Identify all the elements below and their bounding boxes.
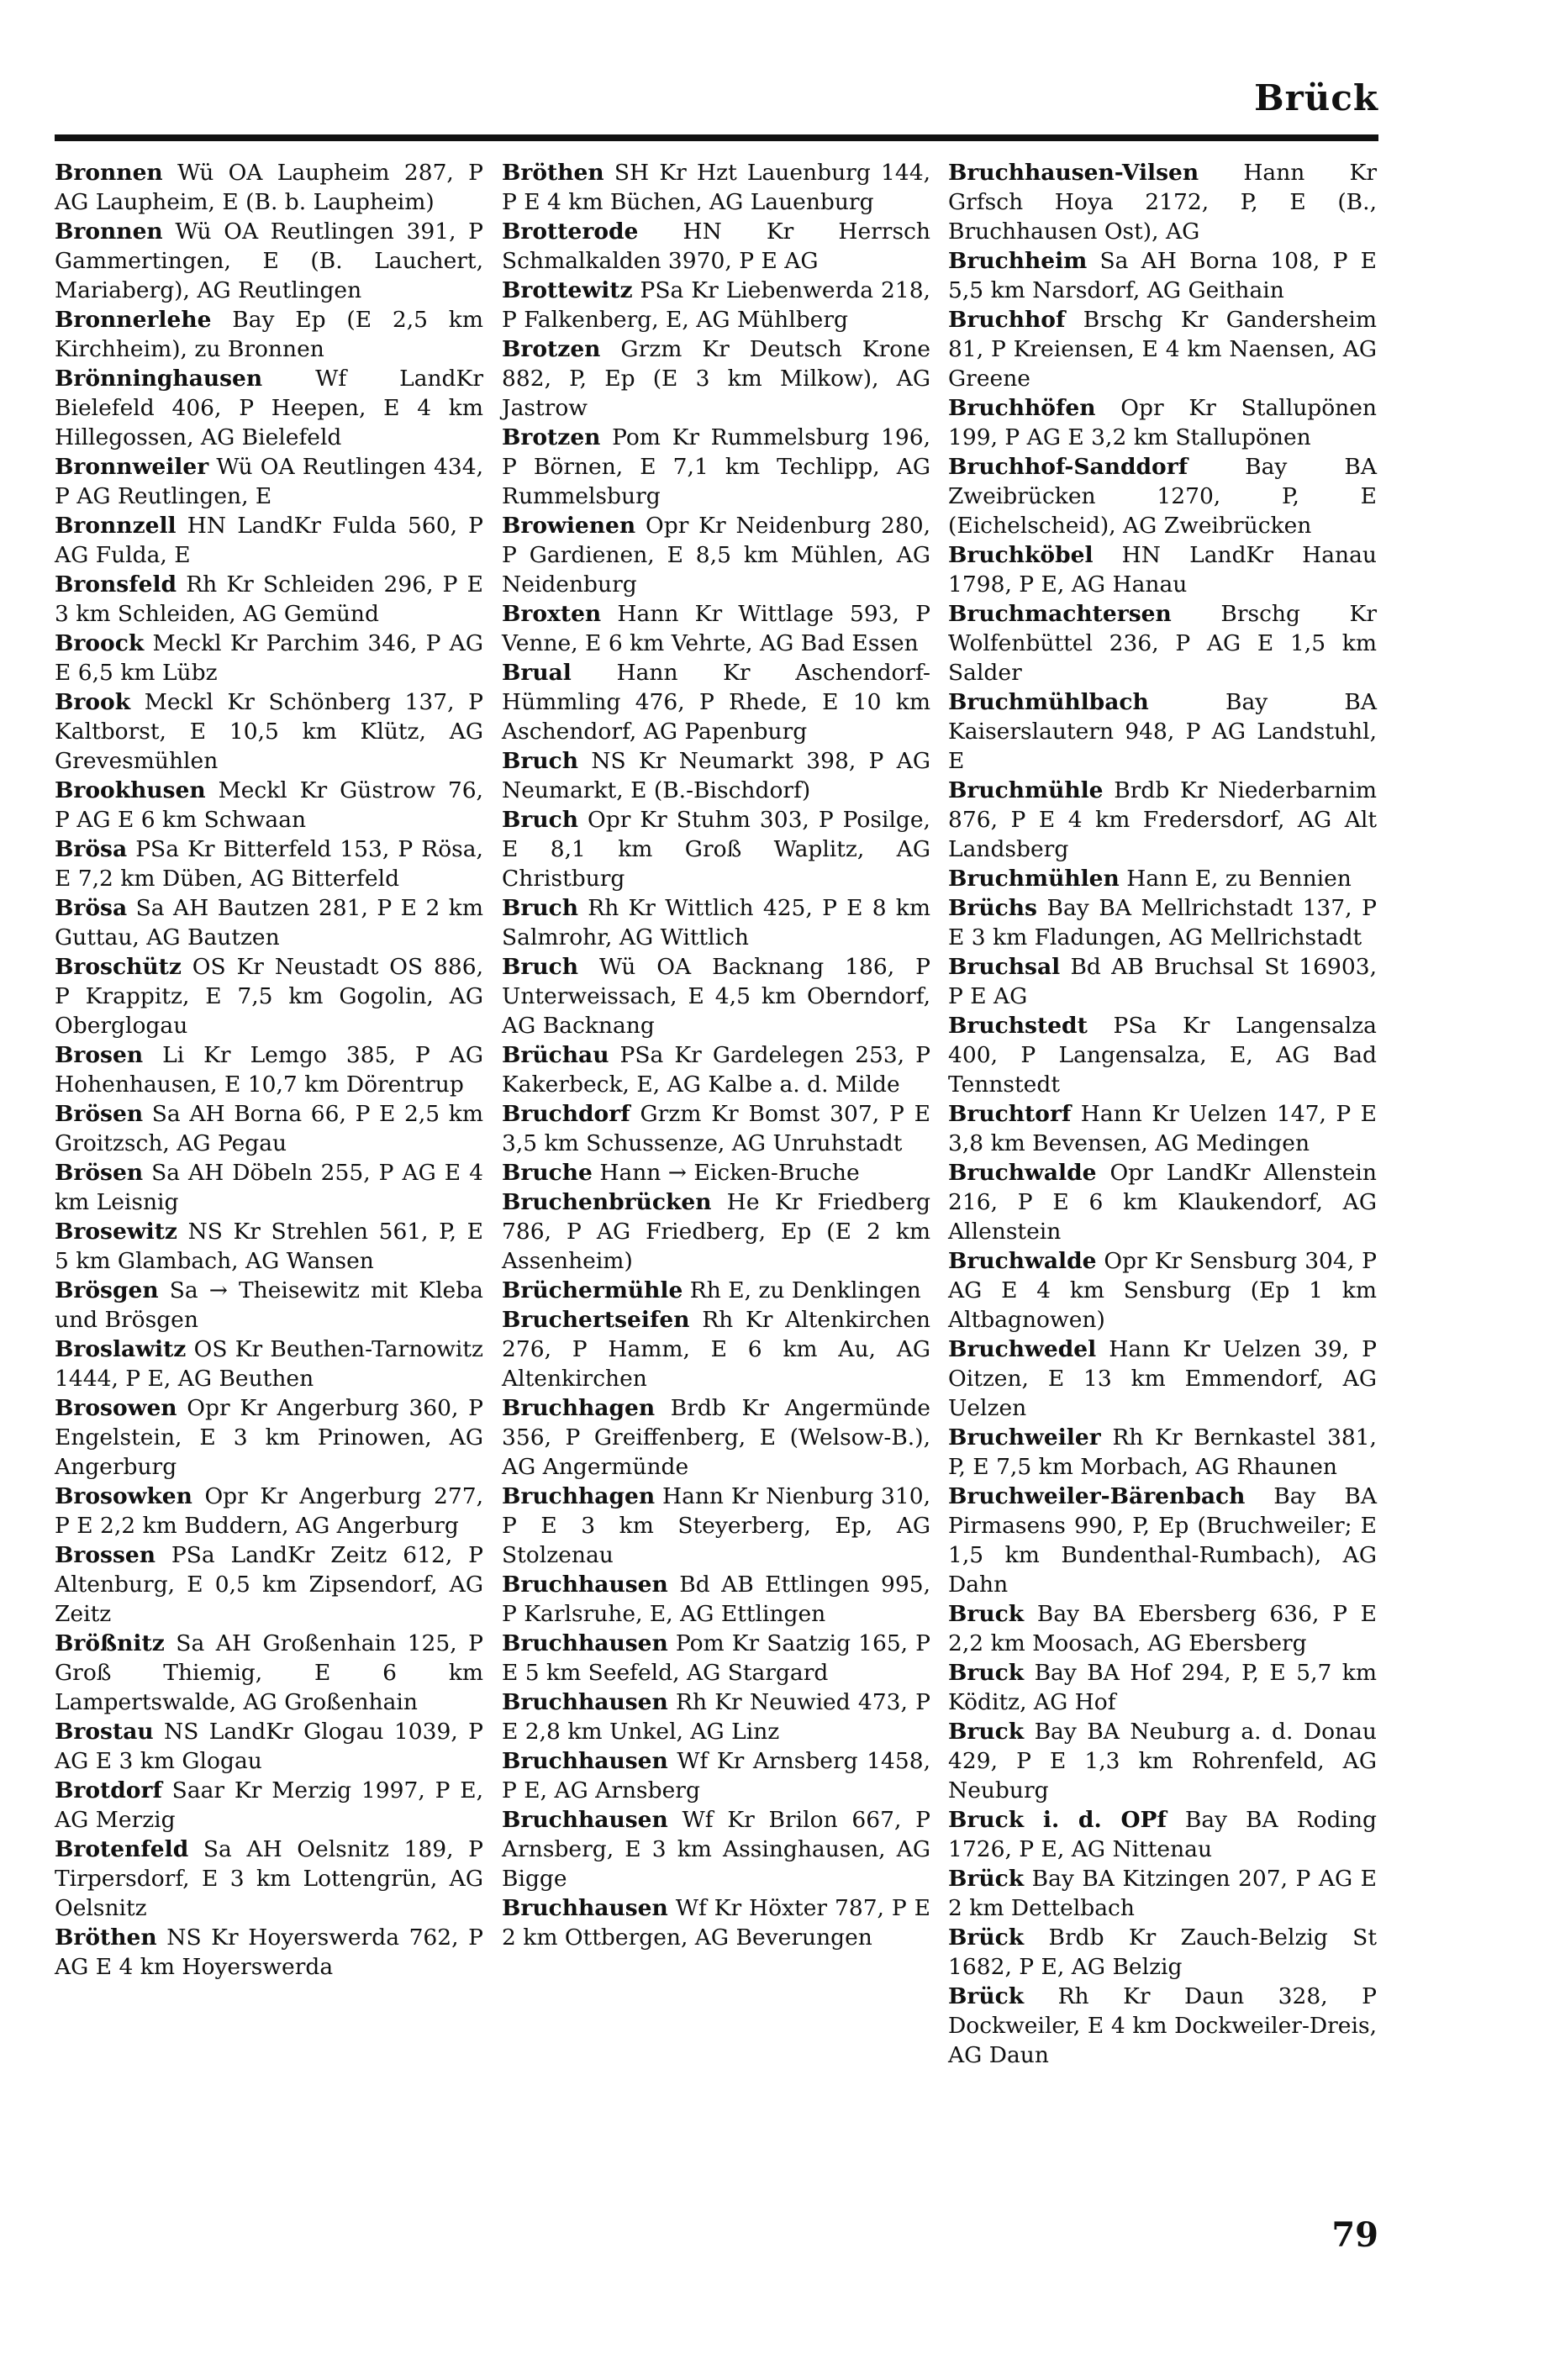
- entry-headword: Bronnen: [55, 160, 163, 186]
- gazetteer-entry: [502, 746, 930, 805]
- entry-headword: Bruck: [948, 1719, 1025, 1745]
- entry-text: Saar Kr Merzig 1997, P E, AG Merzig: [55, 1777, 483, 1833]
- entry-text: Opr Kr Stallupönen 199, P AG E 3,2 km Stallupönen: [948, 395, 1377, 450]
- entry-text: Wü OA Laupheim 287, P AG Laupheim, E (B. b. Laupheim): [55, 160, 483, 215]
- entry-headword: Bruchwedel: [948, 1336, 1097, 1362]
- entry-text: Rh Kr Bernkastel 381, P, E 7,5 km Morbach, AG Rhaunen: [948, 1424, 1377, 1480]
- gazetteer-entry: [948, 1099, 1377, 1158]
- entry-headword: Bruchmühle: [948, 777, 1104, 803]
- entry-headword: Broxten: [502, 601, 602, 627]
- gazetteer-entry: [55, 1540, 483, 1629]
- entry-text: Brdb Kr Angermünde 356, P Greiffenberg, E (Welsow-B.), AG Angermünde: [502, 1395, 930, 1480]
- entry-headword: Bröthen: [55, 1925, 157, 1951]
- gazetteer-entry: [502, 1099, 930, 1158]
- entry-headword: Bruchhöfen: [948, 395, 1096, 421]
- entry-text: Bd AB Ettlingen 995, P Karlsruhe, E, AG Ettlingen: [502, 1572, 930, 1627]
- gazetteer-entry: [502, 1688, 930, 1746]
- entry-headword: Brönninghausen: [55, 366, 263, 392]
- entry-text: Pom Kr Rummelsburg 196, P Börnen, E 7,1 km Techlipp, AG Rummelsburg: [502, 424, 930, 509]
- entry-text: Rh Kr Wittlich 425, P E 8 km Salmrohr, AG Wittlich: [502, 895, 930, 950]
- entry-text: Meckl Kr Schönberg 137, P Kaltborst, E 10,5 km Klütz, AG Grevesmühlen: [55, 689, 483, 774]
- gazetteer-entry: [948, 687, 1377, 776]
- entry-headword: Brookhusen: [55, 777, 206, 803]
- entry-headword: Brual: [502, 660, 572, 686]
- gazetteer-entry: [948, 1658, 1377, 1717]
- entry-headword: Bruchweiler-Bärenbach: [948, 1483, 1246, 1509]
- entry-text: Rh Kr Neuwied 473, P E 2,8 km Unkel, AG Linz: [502, 1689, 930, 1745]
- gazetteer-entry: [502, 217, 930, 276]
- gazetteer-entry: [502, 1629, 930, 1688]
- entry-headword: Bruchwalde: [948, 1160, 1097, 1186]
- gazetteer-entry: [502, 599, 930, 658]
- entry-text: Opr Kr Angerburg 360, P Engelstein, E 3 km Prinowen, AG Angerburg: [55, 1395, 483, 1480]
- gazetteer-entry: [55, 217, 483, 305]
- entry-text: Bay BA Kaiserslautern 948, P AG Landstuhl, E: [948, 689, 1377, 774]
- entry-text: Opr Kr Sensburg 304, P AG E 4 km Sensburg (Ep 1 km Altbagnowen): [948, 1248, 1377, 1333]
- gazetteer-entry: [55, 952, 483, 1040]
- entry-text: Bd AB Bruchsal St 16903, P E AG: [948, 954, 1377, 1009]
- gazetteer-entry: [948, 952, 1377, 1011]
- gazetteer-entry: [948, 158, 1377, 246]
- entry-text: Sa AH Borna 108, P E 5,5 km Narsdorf, AG Geithain: [948, 248, 1377, 303]
- entry-text: Opr Kr Neidenburg 280, P Gardienen, E 8,5 km Mühlen, AG Neidenburg: [502, 513, 930, 598]
- entry-text: Meckl Kr Güstrow 76, P AG E 6 km Schwaan: [55, 777, 483, 833]
- gazetteer-entry: [948, 246, 1377, 305]
- entry-text: PSa Kr Liebenwerda 218, P Falkenberg, E, AG Mühlberg: [502, 277, 930, 333]
- entry-text: Bay BA Ebersberg 636, P E 2,2 km Moosach, AG Ebersberg: [948, 1601, 1377, 1656]
- entry-headword: Brück: [948, 1925, 1025, 1951]
- entry-headword: Bruchhausen-Vilsen: [948, 160, 1199, 186]
- gazetteer-entry: [948, 1599, 1377, 1658]
- entry-text: Brdb Kr Niederbarnim 876, P E 4 km Fredersdorf, AG Alt Landsberg: [948, 777, 1377, 862]
- entry-headword: Brösen: [55, 1101, 144, 1127]
- entry-text: Sa AH Bautzen 281, P E 2 km Guttau, AG Bautzen: [55, 895, 483, 950]
- entry-headword: Brösgen: [55, 1277, 159, 1303]
- entry-text: NS Kr Neumarkt 398, P AG Neumarkt, E (B.-Bischdorf): [502, 748, 930, 803]
- gazetteer-entry: [55, 1335, 483, 1393]
- entry-headword: Browienen: [502, 513, 636, 539]
- entry-text: Rh Kr Schleiden 296, P E 3 km Schleiden, AG Gemünd: [55, 571, 483, 627]
- entry-headword: Bruchhagen: [502, 1483, 656, 1509]
- entry-text: PSa Kr Langensalza 400, P Langensalza, E, AG Bad Tennstedt: [948, 1013, 1377, 1098]
- entry-text: Bay BA Kitzingen 207, P AG E 2 km Dettelbach: [948, 1866, 1377, 1921]
- entry-headword: Bruchweiler: [948, 1424, 1101, 1451]
- entry-text: Wü OA Reutlingen 391, P Gammertingen, E (B. Lauchert, Mariaberg), AG Reutlingen: [55, 219, 483, 303]
- gazetteer-entry: [55, 158, 483, 217]
- gazetteer-entry: [948, 1246, 1377, 1335]
- entry-headword: Brösa: [55, 836, 128, 862]
- entry-headword: Brossen: [55, 1542, 156, 1568]
- entry-headword: Brotdorf: [55, 1777, 162, 1803]
- entry-headword: Brosen: [55, 1042, 144, 1068]
- gazetteer-entry: [55, 1717, 483, 1776]
- gazetteer-entry: [55, 1776, 483, 1835]
- gazetteer-entry: [948, 893, 1377, 952]
- gazetteer-entry: [55, 835, 483, 893]
- entry-headword: Bruchstedt: [948, 1013, 1088, 1039]
- entry-headword: Brück: [948, 1983, 1025, 2009]
- entry-headword: Bruck: [948, 1660, 1025, 1686]
- gazetteer-entry: [55, 1276, 483, 1335]
- gazetteer-entry: [502, 276, 930, 334]
- entry-text: OS Kr Beuthen-Tarnowitz 1444, P E, AG Beuthen: [55, 1336, 483, 1392]
- gazetteer-entry: [55, 1482, 483, 1540]
- entry-text: Rh Kr Daun 328, P Dockweiler, E 4 km Dockweiler-Dreis, AG Daun: [948, 1983, 1377, 2068]
- entry-headword: Bruchsal: [948, 954, 1061, 980]
- entry-text: SH Kr Hzt Lauenburg 144, P E 4 km Büchen, AG Lauenburg: [502, 160, 930, 215]
- gazetteer-entry: [502, 952, 930, 1040]
- gazetteer-entry: [948, 452, 1377, 540]
- header-rule: [55, 134, 1378, 141]
- entry-headword: Bruchhausen: [502, 1630, 668, 1656]
- gazetteer-entry: [502, 423, 930, 511]
- entry-text: OS Kr Neustadt OS 886, P Krappitz, E 7,5 km Gogolin, AG Oberglogau: [55, 954, 483, 1039]
- entry-text: Bay BA Zweibrücken 1270, P, E (Eichelscheid), AG Zweibrücken: [948, 454, 1377, 539]
- gazetteer-entry: [948, 393, 1377, 452]
- entry-headword: Bruchköbel: [948, 542, 1094, 568]
- column-1: [55, 158, 483, 1982]
- entry-headword: Bruch: [502, 954, 579, 980]
- entry-text: PSa Kr Gardelegen 253, P Kakerbeck, E, AG Kalbe a. d. Milde: [502, 1042, 930, 1098]
- entry-text: Brschg Kr Gandersheim 81, P Kreiensen, E 4 km Naensen, AG Greene: [948, 307, 1377, 392]
- entry-headword: Bruchhof-Sanddorf: [948, 454, 1188, 480]
- entry-text: Bay BA Pirmasens 990, P, Ep (Bruchweiler; E 1,5 km Bundenthal-Rumbach), AG Dahn: [948, 1483, 1377, 1598]
- gazetteer-entry: [948, 1805, 1377, 1864]
- entry-headword: Bruchhausen: [502, 1748, 668, 1774]
- gazetteer-entry: [502, 1893, 930, 1952]
- entry-text: Wf LandKr Bielefeld 406, P Heepen, E 4 km Hillegossen, AG Bielefeld: [55, 366, 483, 450]
- gazetteer-entry: [948, 1335, 1377, 1423]
- entry-text: HN Kr Herrsch Schmalkalden 3970, P E AG: [502, 219, 930, 274]
- gazetteer-entry: [948, 1982, 1377, 2070]
- gazetteer-entry: [948, 1423, 1377, 1482]
- gazetteer-entry: [502, 1040, 930, 1099]
- entry-text: HN LandKr Hanau 1798, P E, AG Hanau: [948, 542, 1377, 598]
- entry-headword: Bruchertseifen: [502, 1307, 690, 1333]
- gazetteer-entry: [55, 1923, 483, 1982]
- entry-headword: Brosewitz: [55, 1219, 177, 1245]
- entry-headword: Bröthen: [502, 160, 604, 186]
- entry-headword: Brösen: [55, 1160, 144, 1186]
- entry-headword: Bruch: [502, 895, 579, 921]
- entry-headword: Bruchenbrücken: [502, 1189, 712, 1215]
- entry-text: Wü OA Reutlingen 434, P AG Reutlingen, E: [55, 454, 483, 509]
- gazetteer-entry: [55, 570, 483, 629]
- entry-headword: Bruck: [948, 1601, 1025, 1627]
- gazetteer-entry: [55, 629, 483, 687]
- entry-headword: Brösa: [55, 895, 128, 921]
- entry-text: Hann Kr Wittlage 593, P Venne, E 6 km Vehrte, AG Bad Essen: [502, 601, 930, 656]
- entry-text: Grzm Kr Deutsch Krone 882, P, Ep (E 3 km Milkow), AG Jastrow: [502, 336, 930, 421]
- gazetteer-entry: [948, 864, 1377, 893]
- entry-text: Rh E, zu Denklingen: [689, 1277, 921, 1303]
- entry-text: Hann Kr Grfsch Hoya 2172, P, E (B., Bruchhausen Ost), AG: [948, 160, 1377, 245]
- entry-headword: Bruch: [502, 748, 579, 774]
- entry-headword: Brosowken: [55, 1483, 192, 1509]
- gazetteer-entry: [55, 1040, 483, 1099]
- entry-headword: Bruchhagen: [502, 1395, 656, 1421]
- entry-text: PSa LandKr Zeitz 612, P Altenburg, E 0,5 km Zipsendorf, AG Zeitz: [55, 1542, 483, 1627]
- entry-headword: Bruchhof: [948, 307, 1066, 333]
- entry-headword: Brook: [55, 689, 131, 715]
- gazetteer-entry: [55, 687, 483, 776]
- gazetteer-entry: [502, 1482, 930, 1570]
- entry-headword: Brüchau: [502, 1042, 609, 1068]
- entry-text: Li Kr Lemgo 385, P AG Hohenhausen, E 10,7 km Dörentrup: [55, 1042, 483, 1098]
- entry-text: NS Kr Strehlen 561, P, E 5 km Glambach, AG Wansen: [55, 1219, 483, 1274]
- gazetteer-entry: [502, 805, 930, 893]
- entry-text: Wf Kr Brilon 667, P Arnsberg, E 3 km Assinghausen, AG Bigge: [502, 1807, 930, 1892]
- entry-text: Pom Kr Saatzig 165, P E 5 km Seefeld, AG Stargard: [502, 1630, 930, 1686]
- entry-text: Opr Kr Angerburg 277, P E 2,2 km Buddern, AG Angerburg: [55, 1483, 483, 1539]
- entry-headword: Bronnen: [55, 219, 163, 245]
- entry-text: Meckl Kr Parchim 346, P AG E 6,5 km Lübz: [55, 630, 483, 686]
- entry-headword: Brottewitz: [502, 277, 633, 303]
- entry-text: Rh Kr Altenkirchen 276, P Hamm, E 6 km Au, AG Altenkirchen: [502, 1307, 930, 1392]
- gazetteer-entry: [55, 1393, 483, 1482]
- entry-text: Hann Kr Aschendorf-Hümmling 476, P Rhede, E 10 km Aschendorf, AG Papenburg: [502, 660, 930, 745]
- gazetteer-entry: [502, 1746, 930, 1805]
- running-head: Brück: [1254, 77, 1378, 118]
- gazetteer-entry: [948, 1923, 1377, 1982]
- gazetteer-entry: [948, 1011, 1377, 1099]
- entry-text: He Kr Friedberg 786, P AG Friedberg, Ep (E 2 km Assenheim): [502, 1189, 930, 1274]
- entry-headword: Broslawitz: [55, 1336, 187, 1362]
- entry-headword: Bruchwalde: [948, 1248, 1097, 1274]
- entry-text: Bay Ep (E 2,5 km Kirchheim), zu Bronnen: [55, 307, 483, 362]
- gazetteer-entry: [55, 1629, 483, 1717]
- entry-headword: Bronnweiler: [55, 454, 209, 480]
- entry-text: NS LandKr Glogau 1039, P AG E 3 km Glogau: [55, 1719, 483, 1774]
- entry-text: Sa AH Döbeln 255, P AG E 4 km Leisnig: [55, 1160, 483, 1215]
- gazetteer-entry: [55, 893, 483, 952]
- entry-headword: Bruche: [502, 1160, 593, 1186]
- entry-headword: Brüchs: [948, 895, 1037, 921]
- gazetteer-entry: [948, 540, 1377, 599]
- gazetteer-entry: [502, 1805, 930, 1893]
- entry-text: Brschg Kr Wolfenbüttel 236, P AG E 1,5 km Salder: [948, 601, 1377, 686]
- entry-headword: Brotterode: [502, 219, 639, 245]
- entry-headword: Bruck i. d. OPf: [948, 1807, 1167, 1833]
- gazetteer-entry: [502, 1393, 930, 1482]
- entry-text: Bay BA Neuburg a. d. Donau 429, P E 1,3 km Rohrenfeld, AG Neuburg: [948, 1719, 1377, 1803]
- gazetteer-entry: [55, 1099, 483, 1158]
- gazetteer-entry: [55, 511, 483, 570]
- entry-headword: Bruchtorf: [948, 1101, 1072, 1127]
- entry-text: Sa AH Großenhain 125, P Groß Thiemig, E 6 km Lampertswalde, AG Großenhain: [55, 1630, 483, 1715]
- entry-text: Hann E, zu Bennien: [1126, 866, 1352, 892]
- gazetteer-entry: [948, 1864, 1377, 1923]
- entry-text: Hann → Eicken-Bruche: [599, 1160, 860, 1186]
- gazetteer-entry: [948, 1158, 1377, 1246]
- page-number: 79: [1331, 2215, 1378, 2255]
- entry-text: Bay BA Mellrichstadt 137, P E 3 km Fladungen, AG Mellrichstadt: [948, 895, 1377, 950]
- entry-headword: Bronsfeld: [55, 571, 177, 598]
- entry-headword: Brostau: [55, 1719, 154, 1745]
- gazetteer-entry: [948, 1717, 1377, 1805]
- entry-headword: Bruchdorf: [502, 1101, 630, 1127]
- entry-text: Wf Kr Arnsberg 1458, P E, AG Arnsberg: [502, 1748, 930, 1803]
- entry-text: Hann Kr Uelzen 39, P Oitzen, E 13 km Emmendorf, AG Uelzen: [948, 1336, 1377, 1421]
- entry-text: Sa AH Borna 66, P E 2,5 km Groitzsch, AG Pegau: [55, 1101, 483, 1156]
- entry-headword: Bruchmühlen: [948, 866, 1120, 892]
- gazetteer-entry: [502, 893, 930, 952]
- entry-headword: Bruchheim: [948, 248, 1088, 274]
- entry-text: Opr Kr Stuhm 303, P Posilge, E 8,1 km Groß Waplitz, AG Christburg: [502, 807, 930, 892]
- entry-headword: Bruchmühlbach: [948, 689, 1149, 715]
- entry-headword: Broock: [55, 630, 145, 656]
- entry-text: HN LandKr Fulda 560, P AG Fulda, E: [55, 513, 483, 568]
- entry-headword: Brück: [948, 1866, 1025, 1892]
- gazetteer-entry: [55, 1835, 483, 1923]
- gazetteer-entry: [502, 1187, 930, 1276]
- entry-headword: Bruchhausen: [502, 1689, 668, 1715]
- entry-headword: Bruchhausen: [502, 1895, 668, 1921]
- entry-headword: Bruchhausen: [502, 1572, 668, 1598]
- entry-text: Opr LandKr Allenstein 216, P E 6 km Klaukendorf, AG Allenstein: [948, 1160, 1377, 1245]
- gazetteer-entry: [55, 776, 483, 835]
- entry-text: Hann Kr Nienburg 310, P E 3 km Steyerberg, Ep, AG Stolzenau: [502, 1483, 930, 1568]
- entry-text: NS Kr Hoyerswerda 762, P AG E 4 km Hoyerswerda: [55, 1925, 483, 1980]
- entry-headword: Bruch: [502, 807, 579, 833]
- entry-text: Wf Kr Höxter 787, P E 2 km Ottbergen, AG Beverungen: [502, 1895, 930, 1951]
- gazetteer-entry: [948, 1482, 1377, 1599]
- entry-headword: Bruchmachtersen: [948, 601, 1172, 627]
- gazetteer-entry: [55, 1217, 483, 1276]
- column-2: [502, 158, 930, 1952]
- gazetteer-entry: [55, 305, 483, 364]
- gazetteer-entry: [55, 452, 483, 511]
- entry-headword: Brotzen: [502, 424, 601, 450]
- gazetteer-entry: [502, 334, 930, 423]
- entry-headword: Brotzen: [502, 336, 601, 362]
- column-3: [948, 158, 1377, 2070]
- entry-headword: Bronnzell: [55, 513, 177, 539]
- gazetteer-entry: [55, 1158, 483, 1217]
- gazetteer-entry: [502, 511, 930, 599]
- gazetteer-entry: [502, 1305, 930, 1393]
- entry-headword: Broschütz: [55, 954, 182, 980]
- gazetteer-entry: [502, 1158, 930, 1187]
- entry-text: Grzm Kr Bomst 307, P E 3,5 km Schussenze, AG Unruhstadt: [502, 1101, 930, 1156]
- entry-headword: Brosowen: [55, 1395, 177, 1421]
- entry-headword: Bronnerlehe: [55, 307, 212, 333]
- entry-text: PSa Kr Bitterfeld 153, P Rösa, E 7,2 km Düben, AG Bitterfeld: [55, 836, 483, 892]
- entry-text: Bay BA Hof 294, P, E 5,7 km Köditz, AG Hof: [948, 1660, 1377, 1715]
- entry-headword: Brotenfeld: [55, 1836, 189, 1862]
- gazetteer-entry: [502, 158, 930, 217]
- gazetteer-entry: [948, 599, 1377, 687]
- entry-text: Brdb Kr Zauch-Belzig St 1682, P E, AG Belzig: [948, 1925, 1377, 1980]
- gazetteer-entry: [502, 1570, 930, 1629]
- gazetteer-entry: [502, 1276, 930, 1305]
- gazetteer-entry: [948, 776, 1377, 864]
- gazetteer-entry: [948, 305, 1377, 393]
- gazetteer-entry: [55, 364, 483, 452]
- entry-text: Bay BA Roding 1726, P E, AG Nittenau: [948, 1807, 1377, 1862]
- gazetteer-entry: [502, 658, 930, 746]
- entry-headword: Bruchhausen: [502, 1807, 668, 1833]
- entry-text: Sa AH Oelsnitz 189, P Tirpersdorf, E 3 km Lottengrün, AG Oelsnitz: [55, 1836, 483, 1921]
- entry-headword: Brößnitz: [55, 1630, 165, 1656]
- entry-headword: Brüchermühle: [502, 1277, 683, 1303]
- entry-text: Hann Kr Uelzen 147, P E 3,8 km Bevensen, AG Medingen: [948, 1101, 1377, 1156]
- entry-text: Wü OA Backnang 186, P Unterweissach, E 4,5 km Oberndorf, AG Backnang: [502, 954, 930, 1039]
- entry-text: Sa → Theisewitz mit Kleba und Brösgen: [55, 1277, 483, 1333]
